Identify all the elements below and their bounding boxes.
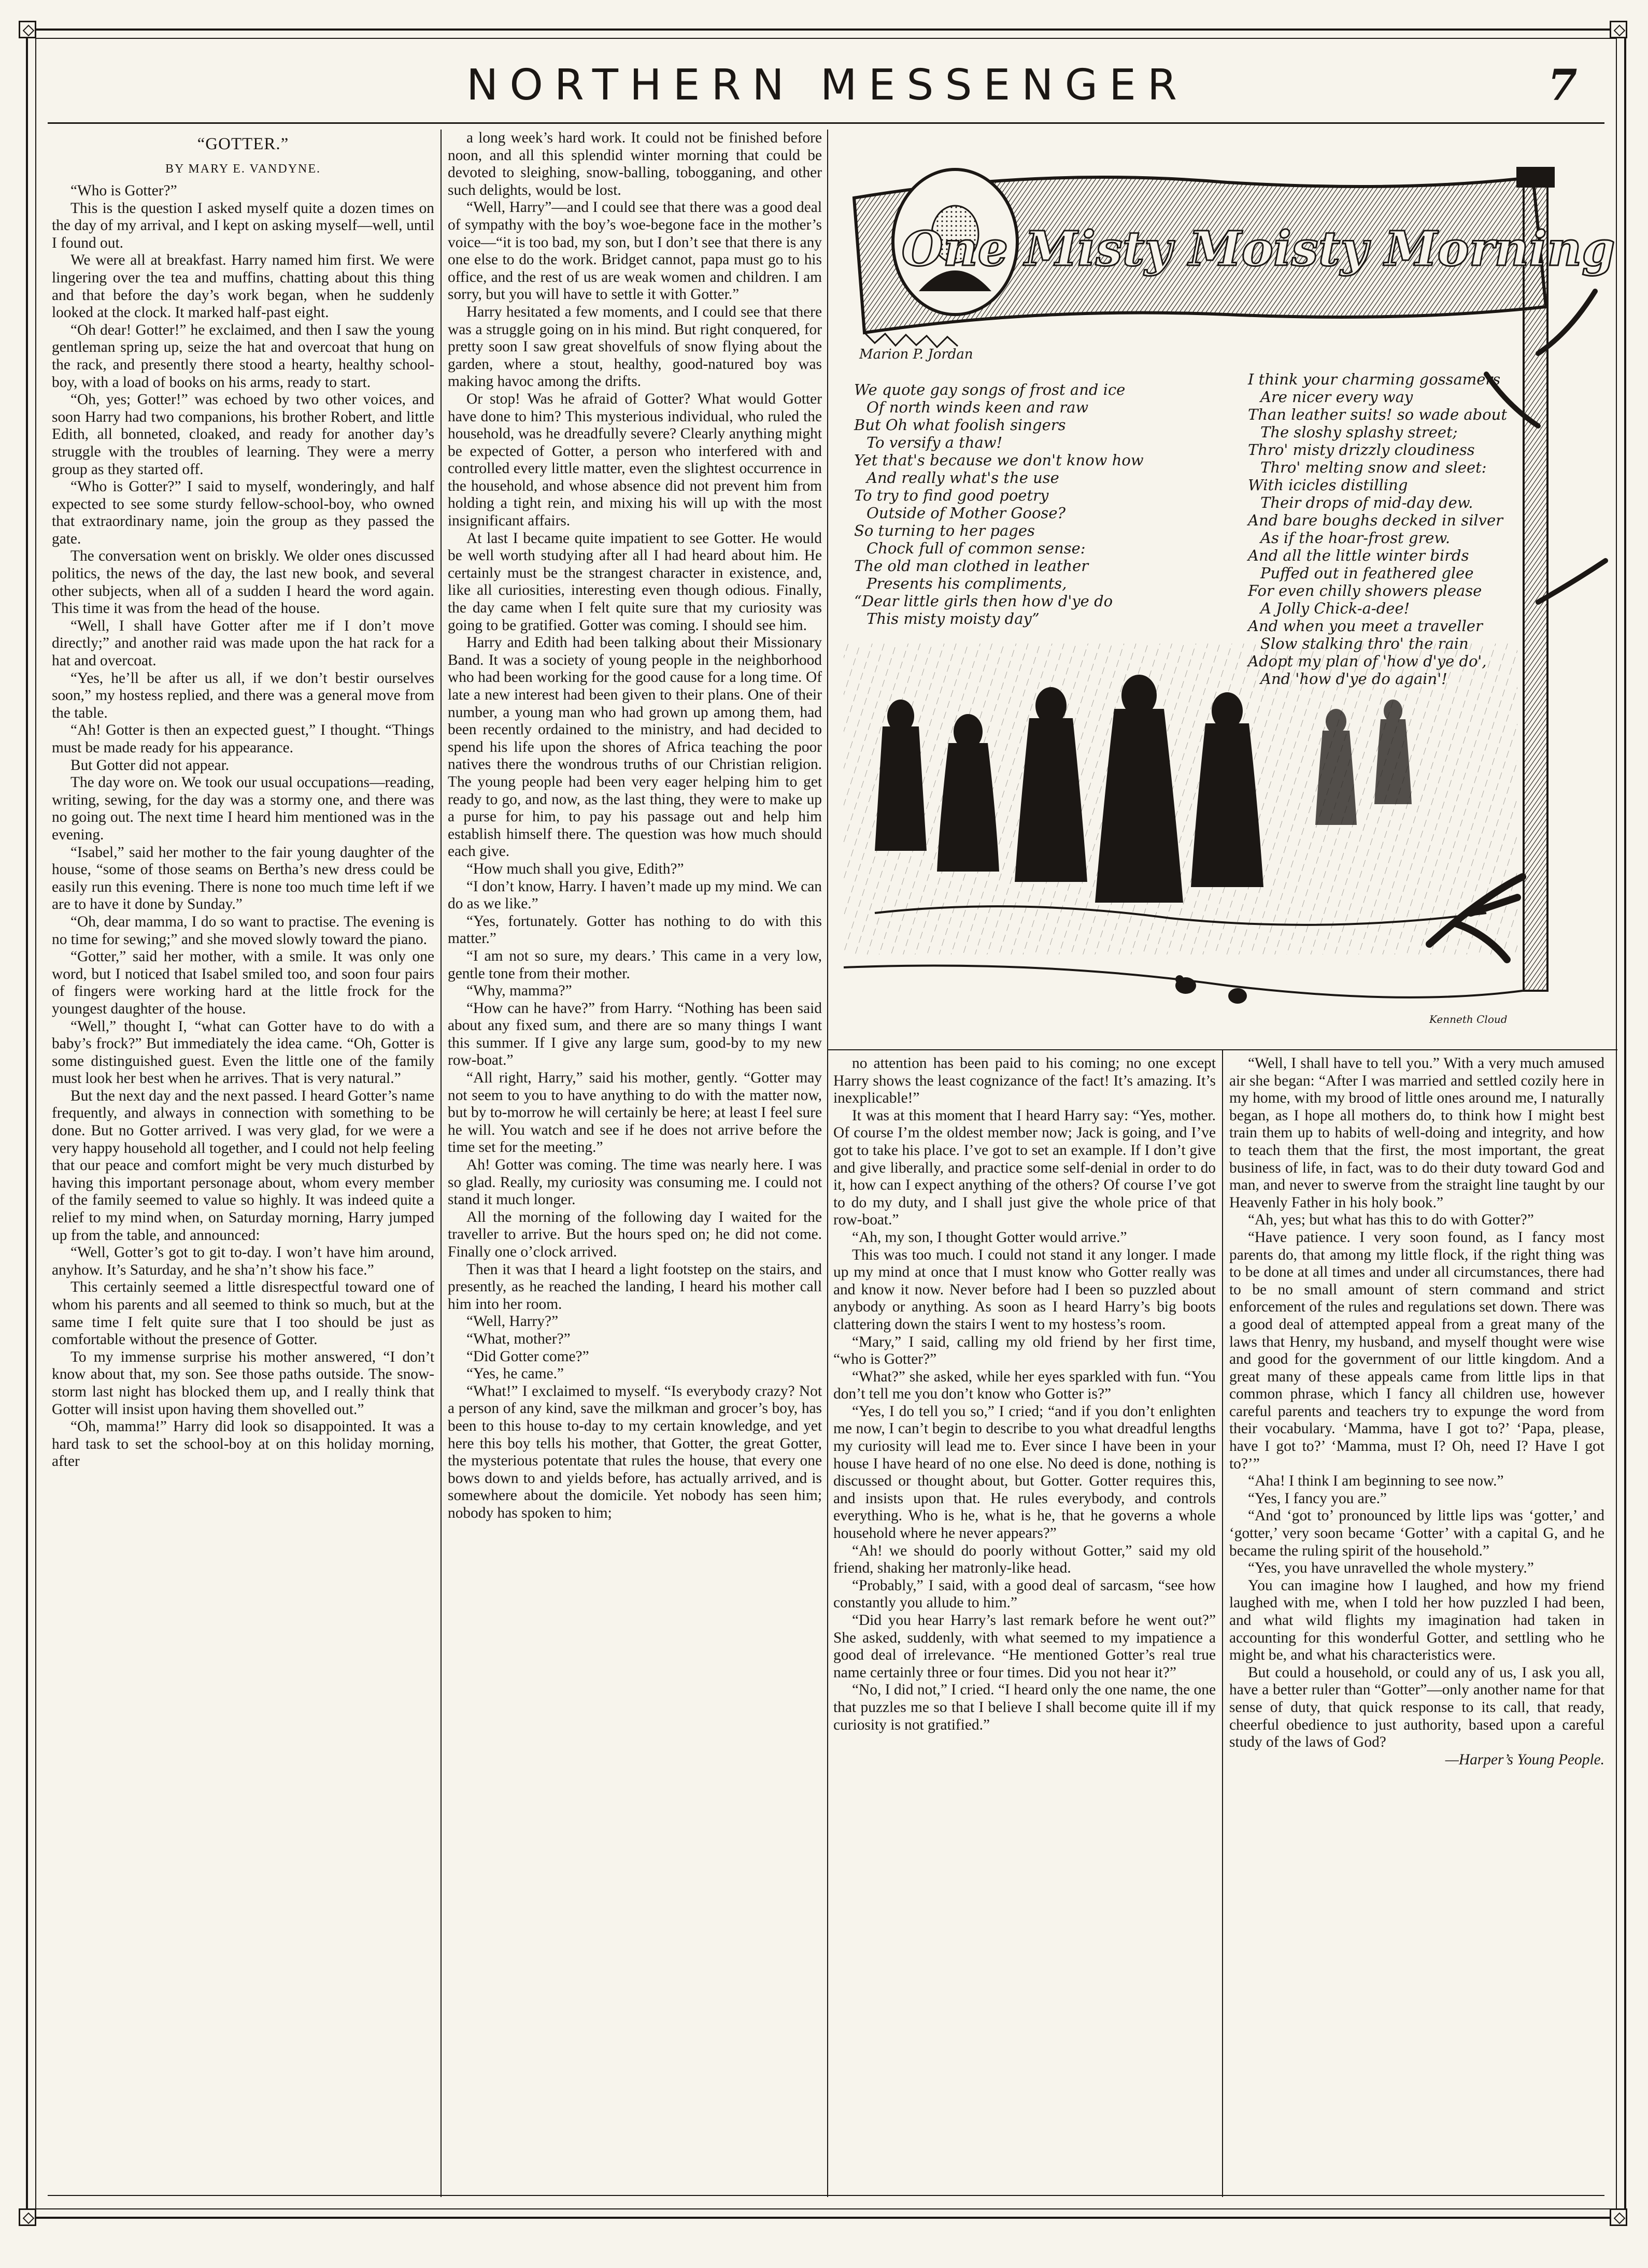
article-paragraph: “Well, Harry”—and I could see that there was a good deal of sympathy with the boy’s woe-begone face in the mother’s voice—“it is too bad, my son, but I don’t see that there is any one else to do the work. Bridget cannot, papa must go to his office, and the rest of us are weak women and children. I am sorry, but you will have to settle it with Gotter.” [448, 199, 822, 303]
article-paragraph: “Who is Gotter?” I said to myself, wonderingly, and half expected to see some sturdy fellow-school-boy, who owned that extraordinary name, join the group as they passed the gate. [52, 478, 434, 547]
sign-title: One Misty Moisty Morning [901, 221, 1615, 277]
illustration-drawing [833, 136, 1619, 1044]
article-column-2 [448, 130, 822, 2192]
article-paragraph: “Isabel,” said her mother to the fair young daughter of the house, “some of those seams on Bertha’s new dress could be easily run this evening. There is none too much time left if we are to have it done by Sunday.” [52, 844, 434, 913]
article-paragraph: The day wore on. We took our usual occupations—reading, writing, sewing, for the day was a stormy one, and there was no going out. The next time I heard him mentioned was in the evening. [52, 774, 434, 843]
poem-line: And all the little winter birds [1248, 547, 1469, 564]
article-paragraph: “Who is Gotter?” [70, 182, 177, 199]
poem-line: A Jolly Chick-a-dee! [1260, 600, 1410, 617]
article-paragraph: “Yes, I do tell you so,” I cried; “and if you don’t enlighten me now, I can’t begin to describe to you what dreadful lengths my curiosity will lead me to. Ever since I have been in your house I have heard of no one else. No deed is done, nothing is discussed or thought about, but Gotter. Gotter requires this, and insists upon that. He rules everybody, and controls everything. Who is he, what is he, that he governs a whole household where he never appears?” [833, 1403, 1216, 1542]
article-paragraph: “Mary,” I said, calling my old friend by her first time, “who is Gotter?” [833, 1333, 1216, 1368]
poem-line: Than leather suits! so wade about [1248, 406, 1508, 423]
poem-line: Their drops of mid-day dew. [1260, 494, 1473, 511]
article-paragraph: But Gotter did not appear. [70, 757, 230, 774]
article-column-3 [833, 1055, 1216, 2192]
article-paragraph: But the next day and the next passed. I heard Gotter’s name frequently, and always in connection with something to be done. But no Gotter arrived. I was very glad, for we were a very happy household all together, and I could not help feeling that our peace and comfort might be very much disturbed by having this important personage about, whom every member of the family seemed to value so highly. It was indeed quite a relief to my mind when, on Saturday morning, Harry jumped up from the table, and announced: [52, 1087, 434, 1244]
article-column-4 [1229, 1055, 1604, 2192]
corner-ornament-top-left [19, 21, 36, 38]
poem-line: Chock full of common sense: [866, 539, 1086, 557]
article-paragraph: “Oh, yes; Gotter!” was echoed by two other voices, and soon Harry had two companions, his brother Robert, and little Edith, all bonneted, cloaked, and ready for another day’s struggle with the troubles of learning. They were a merry group as they started off. [52, 391, 434, 478]
article-paragraph: “How can he have?” from Harry. “Nothing has been said about any fixed sum, and there are so many things I want this summer. If I give any large sum, good-by to my new row-boat.” [448, 1000, 822, 1069]
article-paragraph: “Did you hear Harry’s last remark before he went out?” She asked, suddenly, with what seemed to my impatience a good deal of irrelevance. “He mentioned Gotter’s real true name certainly three or four times. Did you not hear it?” [833, 1612, 1216, 1681]
article-paragraph: “I don’t know, Harry. I haven’t made up my mind. We can do as we like.” [448, 878, 822, 912]
article-column-1 [52, 130, 434, 2192]
article-paragraph: We were all at breakfast. Harry named him first. We were lingering over the tea and muffins, chatting about this thing and that before the day’s work began, when he suddenly looked at the clock. It marked half-past eight. [52, 252, 434, 321]
article-paragraph: “Ah, yes; but what has this to do with Gotter?” [1248, 1211, 1534, 1229]
footer-rule [48, 2195, 1604, 2196]
article-paragraph: “Well, Gotter’s got to git to-day. I won’t have him around, anyhow. It’s Saturday, and he sha’n’t show his face.” [52, 1244, 434, 1278]
article-paragraph: “Well,” thought I, “what can Gotter have to do with a baby’s frock?” But immediately the idea came. “Oh, Gotter is some distinguished guest. Even the little one of the family must look her best when he arrives. That is very natural.” [52, 1018, 434, 1087]
article-paragraph: “Aha! I think I am beginning to see now.” [1248, 1473, 1504, 1490]
article-paragraph: “Well, I shall have Gotter after me if I don’t move directly;” and another raid was made upon the hat rack for a hat and overcoat. [52, 617, 434, 669]
poem-line: And bare boughs decked in silver [1248, 511, 1503, 529]
article-paragraph: “Yes, fortunately. Gotter has nothing to do with this matter.” [448, 912, 822, 947]
illustration-rule [827, 1049, 1617, 1050]
article-paragraph: “Ah, my son, I thought Gotter would arrive.” [852, 1229, 1127, 1246]
article-title: “GOTTER.” [197, 135, 289, 153]
article-paragraph: Then it was that I heard a light footstep on the stairs, and presently, as he reached the landing, I heard his mother call him into her room. [448, 1261, 822, 1313]
article-paragraph: “I am not so sure, my dears.’ This came in a very low, gentle tone from their mother. [448, 947, 822, 982]
article-paragraph: Harry and Edith had been talking about their Missionary Band. It was a society of young people in the neighborhood who had been working for the good cause for a long time. Of late a new interest had been given to their plans. One of their number, a young man who had grown up among them, had been recently ordained to the ministry, and had decided to spend his life upon the shores of Africa teaching the poor natives there the wondrous truths of our Christian religion. The young people had been very eager helping him to get ready to go, and now, as the last thing, they were to make up a purse for him, to pay his passage out and help him establish himself there. The question was how much should each give. [448, 634, 822, 860]
poem-line: Thro' melting snow and sleet: [1260, 459, 1487, 476]
corner-ornament-bottom-right [1610, 2208, 1627, 2226]
article-paragraph: “Well, I shall have to tell you.” With a very much amused air she began: “After I was married and settled cozily here in my home, with my brood of little ones around me, I naturally began, as I hope all mothers do, to think how I might best train them up to habits of well-doing and integrity, and how to teach them that the first, the most important, the great business of life, in fact, was to do their duty toward God and man, and never to swerve from the straight line taught by our Heavenly Father in his holy book.” [1229, 1055, 1604, 1211]
article-paragraph: “What!” I exclaimed to myself. “Is everybody crazy? Not a person of any kind, save the milkman and grocer’s boy, has been to this house to-day to my certain knowledge, and yet here this boy tells his mother, that Gotter, the great Gotter, the mysterious potentate that rules the house, that every one bows down to and yields before, has actually arrived, and is somewhere about the domicile. Yet nobody has seen him; nobody has spoken to him; [448, 1382, 822, 1521]
sign-pole [1524, 182, 1547, 991]
poem-line: But Oh what foolish singers [854, 416, 1066, 434]
column-rule-1 [441, 130, 442, 2197]
poem-line: Yet that's because we don't know how [854, 451, 1144, 469]
poem-line: To versify a thaw! [866, 434, 1003, 451]
article-paragraph: The conversation went on briskly. We older ones discussed politics, the news of the day, the last new book, and several other subjects, when all of a sudden I heard the word again. This time it was from the head of the house. [52, 548, 434, 617]
article-paragraph: “Oh, dear mamma, I do so want to practise. The evening is no time for sewing;” and she moved slowly toward the piano. [52, 913, 434, 948]
article-paragraph: “Yes, he’ll be after us all, if we don’t bestir ourselves soon,” my hostess replied, and there was a general move from the table. [52, 669, 434, 721]
poem-line: Thro' misty drizzly cloudiness [1248, 441, 1475, 459]
poem-line: With icicles distilling [1248, 476, 1408, 494]
article-source: —Harper’s Young People. [1445, 1751, 1604, 1768]
poem-line: To try to find good poetry [854, 487, 1049, 504]
article-paragraph: “Ah! Gotter is then an expected guest,” I thought. “Things must be made ready for his appearance. [52, 722, 434, 756]
article-paragraph: “Gotter,” said her mother, with a smile. It was only one word, but I noticed that Isabel smiled too, and soon four pairs of fingers were working hard at the little frock for the youngest daughter of the house. [52, 948, 434, 1017]
article-paragraph: “Probably,” I said, with a good deal of sarcasm, “see how constantly you allude to him.” [833, 1577, 1216, 1611]
poem-line: Puffed out in feathered glee [1260, 564, 1474, 582]
article-paragraph: To my immense surprise his mother answered, “I don’t know about that, my son. See those paths outside. The snow-storm last night has blocked them up, and I really think that Gotter will insist upon having them shovelled out.” [52, 1348, 434, 1418]
signboard-fringe [864, 333, 958, 347]
article-paragraph: But could a household, or could any of us, I ask you all, have a better ruler than “Gotter”—only another name for that sense of duty, that quick response to its call, that ready, cheerful obedience to just authority, based upon a careful study of the laws of God? [1229, 1664, 1604, 1751]
poem-line: The old man clothed in leather [854, 557, 1089, 575]
article-paragraph: This is the question I asked myself quite a dozen times on the day of my arrival, and I kept on asking myself—well, until I found out. [52, 199, 434, 251]
article-paragraph: “Ah! we should do poorly without Gotter,” said my old friend, shaking her matronly-like head. [833, 1542, 1216, 1577]
article-paragraph: “No, I did not,” I cried. “I heard only the one name, the one that puzzles me so that I believe I shall become quite ill if my curiosity is not gratified.” [833, 1681, 1216, 1733]
poem-line: “Dear little girls then how d'ye do [854, 592, 1113, 610]
article-paragraph: You can imagine how I laughed, and how my friend laughed with me, when I told her how puzzled I had been, and what wild flights my imagination had taken in accounting for this wonderful Gotter, and settling who he might be, and what his characteristics were. [1229, 1577, 1604, 1664]
poem-line: So turning to her pages [854, 522, 1035, 539]
article-paragraph: Or stop! Was he afraid of Gotter? What would Gotter have done to him? This mysterious individual, who ruled the household, was he dreadfully severe? Clearly anything might be expected of Gotter, a person who interfered with and controlled every little matter, even the slightest occurrence in the household, and whose absence did not prevent him from holding a tight rein, and mixing his will up with the most insignificant affairs. [448, 390, 822, 530]
article-paragraph: “Why, mamma?” [466, 982, 572, 1000]
article-paragraph: Harry hesitated a few moments, and I could see that there was a struggle going on in his mind. But right conquered, for pretty soon I saw great shovelfuls of snow flying about the garden, where a stout, healthy, good-natured boy was making havoc among the drifts. [448, 303, 822, 390]
article-paragraph: “And ‘got to’ pronounced by little lips was ‘gotter,’ and ‘gotter,’ very soon became ‘Gotter’ with a capital G, and he became the ruling spirit of the household.” [1229, 1507, 1604, 1559]
article-paragraph: At last I became quite impatient to see Gotter. He would be well worth studying after all I had heard about him. He certainly must be the strangest character in existence, and, like all curiosities, interesting even though odious. Finally, the day came when I felt quite sure that my curiosity was going to be gratified. Gotter was coming. I should see him. [448, 530, 822, 634]
article-paragraph: “Did Gotter come?” [466, 1348, 589, 1365]
article-paragraph: This was too much. I could not stand it any longer. I made up my mind at once that I must know who Gotter really was and know it now. Never before had I been so puzzled about anybody or anything. As soon as I heard Harry’s big boots clattering down the stairs I went to my hostess’s room. [833, 1246, 1216, 1333]
column-rule-3 [1222, 1049, 1223, 2197]
poem-line: Presents his compliments, [866, 575, 1067, 592]
article-paragraph: “What?” she asked, while her eyes sparkled with fun. “You don’t tell me you don’t know who Gotter is?” [833, 1368, 1216, 1403]
poem-line: As if the hoar-frost grew. [1260, 529, 1451, 547]
article-paragraph: “Oh dear! Gotter!” he exclaimed, and then I saw the young gentleman spring up, seize the hat and overcoat that hung on the rack, and presently there stood a hearty, healthy school-boy, with a load of books on his arms, ready to start. [52, 321, 434, 391]
column-rule-2 [827, 130, 828, 2197]
article-paragraph: “Well, Harry?” [466, 1313, 559, 1330]
page-number: 7 [1547, 61, 1578, 110]
article-paragraph: “What, mother?” [466, 1330, 571, 1347]
header-rule [48, 122, 1604, 124]
article-byline: BY MARY E. VANDYNE. [165, 162, 321, 176]
article-paragraph: Ah! Gotter was coming. The time was nearly here. I was so glad. Really, my curiosity was consuming me. I could not stand it much longer. [448, 1157, 822, 1208]
article-paragraph: “How much shall you give, Edith?” [466, 860, 684, 877]
poem-line: And really what's the use [866, 469, 1059, 487]
poem-line: I think your charming gossamers [1248, 370, 1501, 388]
poem-line: We quote gay songs of frost and ice [854, 381, 1126, 398]
article-paragraph: “Yes, I fancy you are.” [1248, 1490, 1387, 1507]
masthead: NORTHERN MESSENGER [466, 61, 1188, 110]
poem-line: Are nicer every way [1260, 388, 1413, 406]
corner-ornament-bottom-left [19, 2208, 36, 2226]
corner-ornament-top-right [1610, 21, 1627, 38]
article-paragraph: “Yes, you have unravelled the whole mystery.” [1248, 1560, 1534, 1577]
poem-line: The sloshy splashy street; [1260, 423, 1458, 441]
poem-line: Of north winds keen and raw [866, 398, 1089, 416]
article-paragraph: “All right, Harry,” said his mother, gently. “Gotter may not seem to you to have anything to do with the matter now, but by to-morrow he will certainly be here; at least I feel sure he will. You watch and see if he does not arrive before the time set for the meeting.” [448, 1069, 822, 1156]
poem-line: And when you meet a traveller [1248, 617, 1483, 635]
artist-signature: Kenneth Cloud [1429, 1013, 1508, 1025]
article-paragraph: no attention has been paid to his coming; no one except Harry shows the least cognizance of the fact! It’s amazing. It’s inexplicable!” [833, 1055, 1216, 1107]
poem-line: This misty moisty day” [866, 610, 1040, 627]
article-paragraph: “Yes, he came.” [466, 1365, 564, 1382]
poem-line: Outside of Mother Goose? [866, 504, 1066, 522]
article-paragraph: It was at this moment that I heard Harry say: “Yes, mother. Of course I’m the oldest member now; Jack is going, and I’ve got to take his place. I’ve got to set an example. If I don’t give and give liberally, and practice some self-denial in order to do it, how can I expect anything of the others? Of course I’ve got to do my duty, and I shall just give the whole price of that row-boat.” [833, 1107, 1216, 1229]
poem-right-stanza [1246, 370, 1507, 688]
poem-left-stanza [854, 381, 1144, 627]
article-paragraph: a long week’s hard work. It could not be finished before noon, and all this splendid winter morning that could be devoted to sleighing, snow-balling, tobogganing, and other such delights, would be lost. [448, 130, 822, 198]
article-paragraph: This certainly seemed a little disrespectful toward one of whom his parents and all seemed to think so much, but at the same time I felt quite sure that I too should be just as comfortable without the presence of Gotter. [52, 1279, 434, 1348]
article-paragraph: All the morning of the following day I waited for the traveller to arrive. But the hours sped on; he did not come. Finally one o’clock arrived. [448, 1208, 822, 1260]
poem-line: For even chilly showers please [1248, 582, 1482, 600]
illustration-author: Marion P. Jordan [859, 347, 973, 362]
illustration-misty-moisty-morning [833, 136, 1619, 1044]
article-paragraph: “Oh, mamma!” Harry did look so disappointed. It was a hard task to set the school-boy at on this holiday morning, after [52, 1418, 434, 1470]
article-paragraph: “Have patience. I very soon found, as I fancy most parents do, that among my little flock, if the right thing was to be done at all times and under all circumstances, there had to be no small amount of stern command and strict enforcement of the rules and regulations set down. There was a good deal of attempted appeal from a great many of the laws that Henry, my husband, and myself thought were wise and good for the government of our little kingdom. And a great many of these appeals came from little lips in that common phrase, which I fancy all children use, however careful parents and teachers try to expunge the word from their vocabulary. ‘Mamma, have I got to?’ ‘Papa, please, have I got to?’ ‘Mamma, must I? Oh, need I? Have I got to?’” [1229, 1229, 1604, 1472]
